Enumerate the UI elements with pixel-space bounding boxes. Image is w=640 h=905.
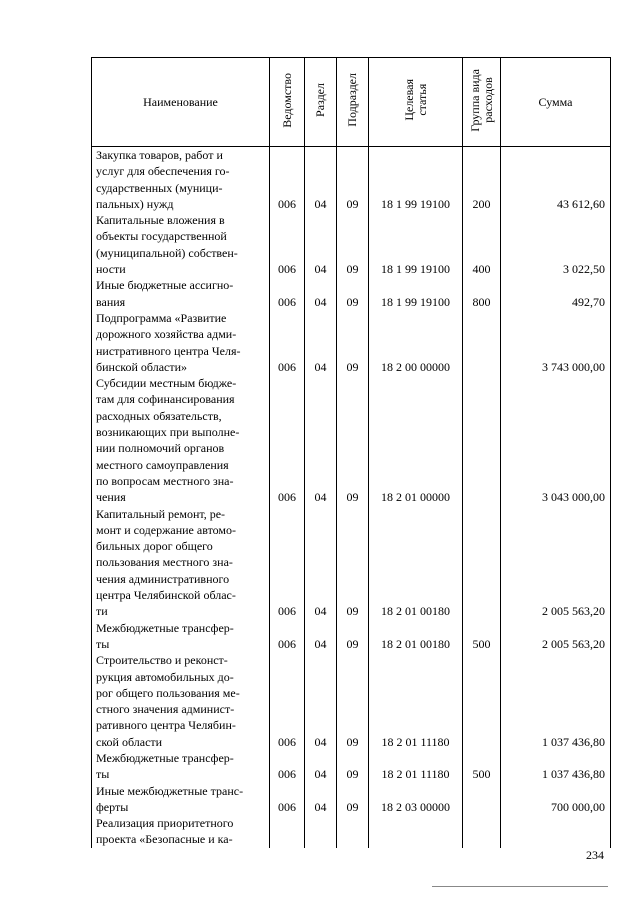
- table-row: [92, 277, 611, 310]
- cell-sum: 1 037 436,80: [501, 750, 611, 783]
- cell-name: Строительство и реконст- рукция автомобильных до- рог общего пользования ме- стного значения админист- ративного центра Челябин- ской области: [92, 652, 270, 750]
- cell-sum: 3 022,50: [501, 212, 611, 277]
- header-name: Наименование: [92, 58, 270, 147]
- cell-target: 18 2 01 11180: [369, 750, 463, 783]
- cell-exp-group: 400: [463, 212, 501, 277]
- cell-exp-group: [463, 375, 501, 505]
- cell-subsection: 09: [337, 620, 369, 653]
- cell-exp-group: [463, 815, 501, 848]
- cell-exp-group: 500: [463, 620, 501, 653]
- cell-exp-group: 500: [463, 750, 501, 783]
- cell-section: 04: [305, 277, 337, 310]
- cell-subsection: 09: [337, 277, 369, 310]
- cell-sum: 2 005 563,20: [501, 506, 611, 620]
- cell-exp-group: [463, 783, 501, 816]
- cell-sum: 1 037 436,80: [501, 652, 611, 750]
- budget-table: [91, 57, 611, 848]
- table-row: [92, 620, 611, 653]
- cell-target: 18 2 01 11180: [369, 652, 463, 750]
- cell-target: 18 1 99 19100: [369, 147, 463, 213]
- page-number: 234: [586, 848, 604, 862]
- cell-name: Капитальный ремонт, ре- монт и содержание автомо- бильных дорог общего пользования местного зна- чения административного центра Челябинской облас- ти: [92, 506, 270, 620]
- cell-section: [305, 815, 337, 848]
- cell-target: 18 2 01 00180: [369, 506, 463, 620]
- cell-subsection: 09: [337, 375, 369, 505]
- cell-dept: 006: [270, 310, 305, 375]
- cell-name: Закупка товаров, работ и услуг для обеспечения го- сударственных (муници- пальных) нужд: [92, 147, 270, 213]
- cell-name: Иные межбюджетные транс- ферты: [92, 783, 270, 816]
- table-row: [92, 750, 611, 783]
- table-body: [92, 147, 611, 848]
- cell-subsection: 09: [337, 310, 369, 375]
- cell-subsection: 09: [337, 750, 369, 783]
- header-target: Целевая статья: [369, 58, 463, 147]
- cell-dept: 006: [270, 375, 305, 505]
- cell-sum: 3 043 000,00: [501, 375, 611, 505]
- cell-target: 18 1 99 19100: [369, 277, 463, 310]
- cell-name: Межбюджетные трансфер- ты: [92, 750, 270, 783]
- cell-dept: 006: [270, 506, 305, 620]
- cell-dept: 006: [270, 147, 305, 213]
- cell-target: 18 2 00 00000: [369, 310, 463, 375]
- cell-exp-group: [463, 310, 501, 375]
- header-dept: Ведомство: [270, 58, 305, 147]
- cell-subsection: 09: [337, 783, 369, 816]
- cell-section: 04: [305, 375, 337, 505]
- cell-dept: 006: [270, 277, 305, 310]
- cell-target: 18 2 01 00180: [369, 620, 463, 653]
- cell-exp-group: [463, 506, 501, 620]
- cell-subsection: 09: [337, 652, 369, 750]
- cell-section: 04: [305, 310, 337, 375]
- table-header: [92, 58, 611, 147]
- cell-subsection: 09: [337, 212, 369, 277]
- cell-name: Субсидии местным бюдже- там для софинансирования расходных обязательств, возникающих при выполне- нии полномочий органов местного самоуправления по вопросам местного зна- чения: [92, 375, 270, 505]
- cell-target: 18 2 03 00000: [369, 783, 463, 816]
- cell-section: 04: [305, 147, 337, 213]
- cell-name: Иные бюджетные ассигно- вания: [92, 277, 270, 310]
- cell-name: Межбюджетные трансфер- ты: [92, 620, 270, 653]
- cell-exp-group: 200: [463, 147, 501, 213]
- table-row: [92, 212, 611, 277]
- cell-name: Подпрограмма «Развитие дорожного хозяйства адми- нистративного центра Челя- бинской области»: [92, 310, 270, 375]
- cell-section: 04: [305, 620, 337, 653]
- cell-dept: 006: [270, 652, 305, 750]
- cell-sum: 492,70: [501, 277, 611, 310]
- cell-dept: 006: [270, 212, 305, 277]
- header-section: Раздел: [305, 58, 337, 147]
- header-sum: Сумма: [501, 58, 611, 147]
- cell-exp-group: 800: [463, 277, 501, 310]
- table-row: [92, 506, 611, 620]
- cell-section: 04: [305, 783, 337, 816]
- header-exp-group: Группа вида расходов: [463, 58, 501, 147]
- cell-dept: 006: [270, 750, 305, 783]
- footer-rule: [432, 886, 608, 887]
- cell-name: Капитальные вложения в объекты государственной (муниципальной) собствен- ности: [92, 212, 270, 277]
- table-row: [92, 652, 611, 750]
- cell-subsection: [337, 815, 369, 848]
- cell-dept: 006: [270, 783, 305, 816]
- cell-name: Реализация приоритетного проекта «Безопасные и ка-: [92, 815, 270, 848]
- cell-section: 04: [305, 506, 337, 620]
- header-subsection: Подраздел: [337, 58, 369, 147]
- cell-exp-group: [463, 652, 501, 750]
- cell-target: 18 1 99 19100: [369, 212, 463, 277]
- cell-sum: 700 000,00: [501, 783, 611, 816]
- cell-subsection: 09: [337, 147, 369, 213]
- cell-dept: [270, 815, 305, 848]
- table-row: [92, 815, 611, 848]
- cell-dept: 006: [270, 620, 305, 653]
- table-row: [92, 310, 611, 375]
- cell-sum: 2 005 563,20: [501, 620, 611, 653]
- cell-target: 18 2 01 00000: [369, 375, 463, 505]
- table-row: [92, 375, 611, 505]
- table-row: [92, 783, 611, 816]
- cell-sum: 3 743 000,00: [501, 310, 611, 375]
- cell-section: 04: [305, 212, 337, 277]
- cell-section: 04: [305, 750, 337, 783]
- table-row: [92, 147, 611, 213]
- cell-target: [369, 815, 463, 848]
- cell-sum: [501, 815, 611, 848]
- cell-section: 04: [305, 652, 337, 750]
- cell-sum: 43 612,60: [501, 147, 611, 213]
- cell-subsection: 09: [337, 506, 369, 620]
